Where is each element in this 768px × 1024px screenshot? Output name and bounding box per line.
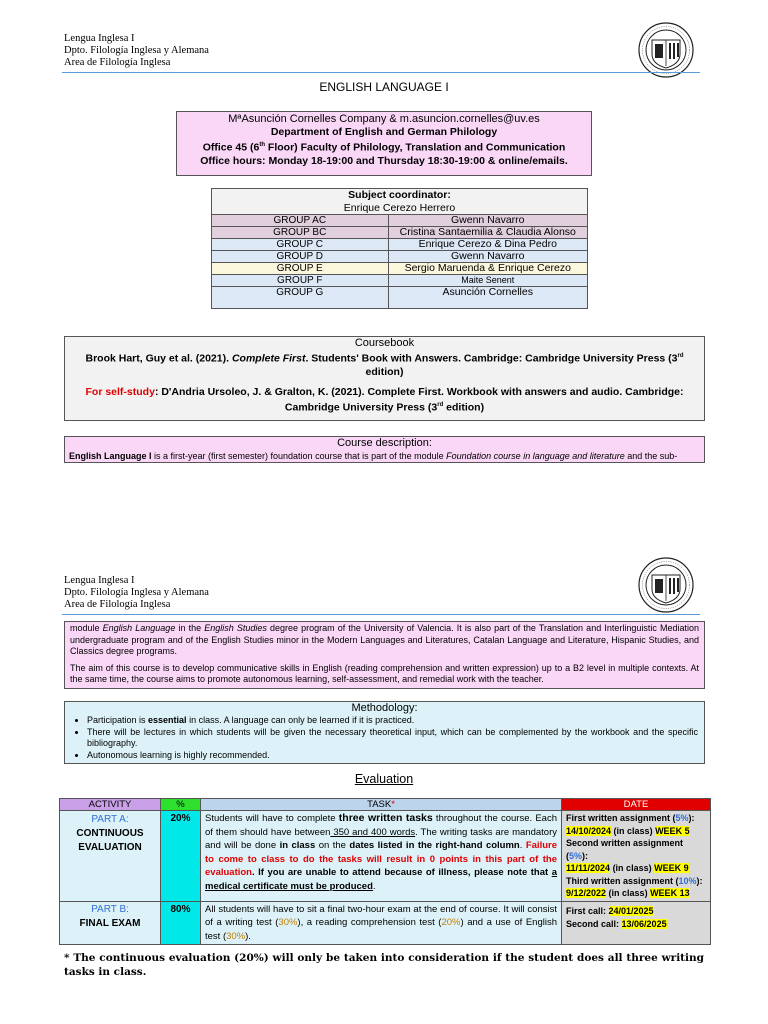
groups-table xyxy=(211,188,588,309)
part-b-percent: 80% xyxy=(161,901,201,945)
contact-name-email: MªAsunción Cornelles Company & m.asuncion.cornelles@uv.es xyxy=(228,113,540,125)
group-teacher: Sergio Maruenda & Enrique Cerezo xyxy=(388,263,588,275)
col-activity: ACTIVITY xyxy=(60,799,161,811)
description-box-2 xyxy=(64,621,705,689)
methodology-box xyxy=(64,701,705,764)
group-row xyxy=(212,215,588,227)
col-percent: % xyxy=(161,799,201,811)
header-rule xyxy=(62,72,700,73)
group-row xyxy=(212,263,588,275)
col-date: DATE xyxy=(562,799,711,811)
evaluation-row-part-b xyxy=(60,901,711,945)
group-teacher: Cristina Santaemilia & Claudia Alonso xyxy=(388,227,588,239)
group-row xyxy=(212,287,588,309)
part-a-task: Students will have to complete three written tasks throughout the course. Each of them should have between 350 and 400 words. The writing tasks are mandatory and will be done in class on the dates listed in the right-hand column. Failure to come to class to do the tasks will result in 0 points in this part of the evaluation. If you are unable to attend because of illness, please note that a medical certificate must be produced. xyxy=(201,811,562,902)
contact-department: Department of English and German Philology xyxy=(270,126,498,138)
methodology-item-3: • Autonomous learning is highly recommended. xyxy=(87,750,698,762)
group-name: GROUP AC xyxy=(212,215,389,227)
header-line-3: Area de Filología Inglesa xyxy=(64,57,171,68)
group-name: GROUP C xyxy=(212,239,389,251)
part-a-dates xyxy=(562,811,711,902)
methodology-item-1: • Participation is essential in class. A language can only be learned if it is practiced. xyxy=(87,715,698,727)
methodology-heading: Methodology: xyxy=(351,702,418,714)
contact-box xyxy=(176,111,592,176)
coursebook-box xyxy=(64,336,705,421)
group-row xyxy=(212,239,588,251)
header-line-1: Lengua Inglesa I xyxy=(64,33,135,44)
description-paragraph-3: The aim of this course is to develop communicative skills in English (reading comprehension and written expression) up to a B2 level in multiple contexts. At the same time, the course aims to promote autonomous learning, self-assessment, and remedial work with the teacher. xyxy=(70,662,699,684)
groups-rows xyxy=(211,214,588,309)
page-header-2 xyxy=(64,575,209,611)
page-header xyxy=(64,33,209,69)
part-b-activity: PART B: FINAL EXAM xyxy=(60,901,161,945)
group-row xyxy=(212,275,588,287)
coursebook-heading: Coursebook xyxy=(354,337,415,349)
evaluation-footnote: * The continuous evaluation (20%) will only be taken into consideration if the student does all three writing tasks in class. xyxy=(64,952,704,978)
group-name: GROUP BC xyxy=(212,227,389,239)
part-a-percent: 20% xyxy=(161,811,201,902)
coordinator-label: Subject coordinator: xyxy=(348,189,451,201)
coursebook-selfstudy: For self-study: D'Andria Ursoleo, J. & Gralton, K. (2021). Complete First. Workbook with answers and audio. Cambridge: Cambridge University Press (3rd edition) xyxy=(85,385,684,413)
coordinator-name: Enrique Cerezo Herrero xyxy=(343,202,456,214)
assignment-3: Third written assignment (10%): xyxy=(566,875,703,886)
header-line-2: Dpto. Filología Inglesa y Alemana xyxy=(64,45,209,56)
col-task: TASK* xyxy=(201,799,562,811)
part-a-activity: PART A: CONTINUOUS EVALUATION xyxy=(60,811,161,902)
assignment-1: First written assignment (5%): xyxy=(566,813,695,823)
header-rule-2 xyxy=(62,614,700,615)
assignment-3-date: 9/12/2022 (in class) WEEK 13 xyxy=(566,888,690,898)
methodology-item-2: • There will be lectures in which students will be given the necessary theoretical input, which can be complemented by the workbook and the specific bibliography. xyxy=(87,727,698,750)
header-2-line-3: Area de Filología Inglesa xyxy=(64,599,171,610)
description-heading: Course description: xyxy=(337,437,432,449)
evaluation-table xyxy=(59,798,711,945)
group-name: GROUP D xyxy=(212,251,389,263)
evaluation-heading: Evaluation xyxy=(354,772,414,786)
assignment-1-date: 14/10/2024 (in class) WEEK 5 xyxy=(566,825,690,836)
university-seal-icon xyxy=(638,22,694,78)
group-row xyxy=(212,227,588,239)
evaluation-header-row xyxy=(60,799,711,811)
evaluation-row-part-a xyxy=(60,811,711,902)
group-name: GROUP G xyxy=(212,287,389,309)
coordinator-cell xyxy=(211,188,588,215)
group-teacher: Maite Senent xyxy=(388,275,588,287)
contact-hours: Office hours: Monday 18-19:00 and Thursday 18:30-19:00 & online/emails. xyxy=(200,154,568,167)
assignment-2-date: 11/11/2024 (in class) WEEK 9 xyxy=(566,863,689,873)
university-seal-icon-2 xyxy=(638,557,694,613)
document-title: ENGLISH LANGUAGE I xyxy=(319,80,449,94)
description-paragraph-2: module English Language in the English Studies degree program of the University of Valencia. It is also part of the Translation and Interlinguistic Mediation undergraduate program and of the English Studies minor in the Modern Languages and Literatures, Catalan Language and Literature, Hispanic Studies, and Classics degree programs. xyxy=(70,623,699,656)
description-paragraph-1: English Language I is a first-year (first semester) foundation course that is part of the module Foundation course in language and literature and the sub- xyxy=(69,451,678,461)
group-teacher: Gwenn Navarro xyxy=(388,251,588,263)
header-2-line-2: Dpto. Filología Inglesa y Alemana xyxy=(64,587,209,598)
description-box-1 xyxy=(64,436,705,463)
group-teacher: Gwenn Navarro xyxy=(388,215,588,227)
methodology-list xyxy=(65,715,704,761)
contact-office: Office 45 (6th Floor) Faculty of Philology, Translation and Communication xyxy=(202,141,566,154)
coursebook-main: Brook Hart, Guy et al. (2021). Complete First. Students' Book with Answers. Cambridge: Cambridge University Press (3rd edition) xyxy=(85,352,684,378)
header-2-line-1: Lengua Inglesa I xyxy=(64,575,135,586)
first-call: First call: 24/01/2025 xyxy=(566,905,654,916)
group-name: GROUP F xyxy=(212,275,389,287)
group-teacher: Asunción Cornelles xyxy=(388,287,588,309)
part-b-dates xyxy=(562,901,711,945)
group-teacher: Enrique Cerezo & Dina Pedro xyxy=(388,239,588,251)
second-call: Second call: 13/06/2025 xyxy=(566,918,667,929)
group-name: GROUP E xyxy=(212,263,389,275)
part-b-task: All students will have to sit a final two-hour exam at the end of course. It will consist of a writing test (30%), a reading comprehension test (20%) and a use of English test (30%). xyxy=(201,901,562,945)
group-row xyxy=(212,251,588,263)
assignment-2: Second written assignment (5%): xyxy=(566,838,684,861)
